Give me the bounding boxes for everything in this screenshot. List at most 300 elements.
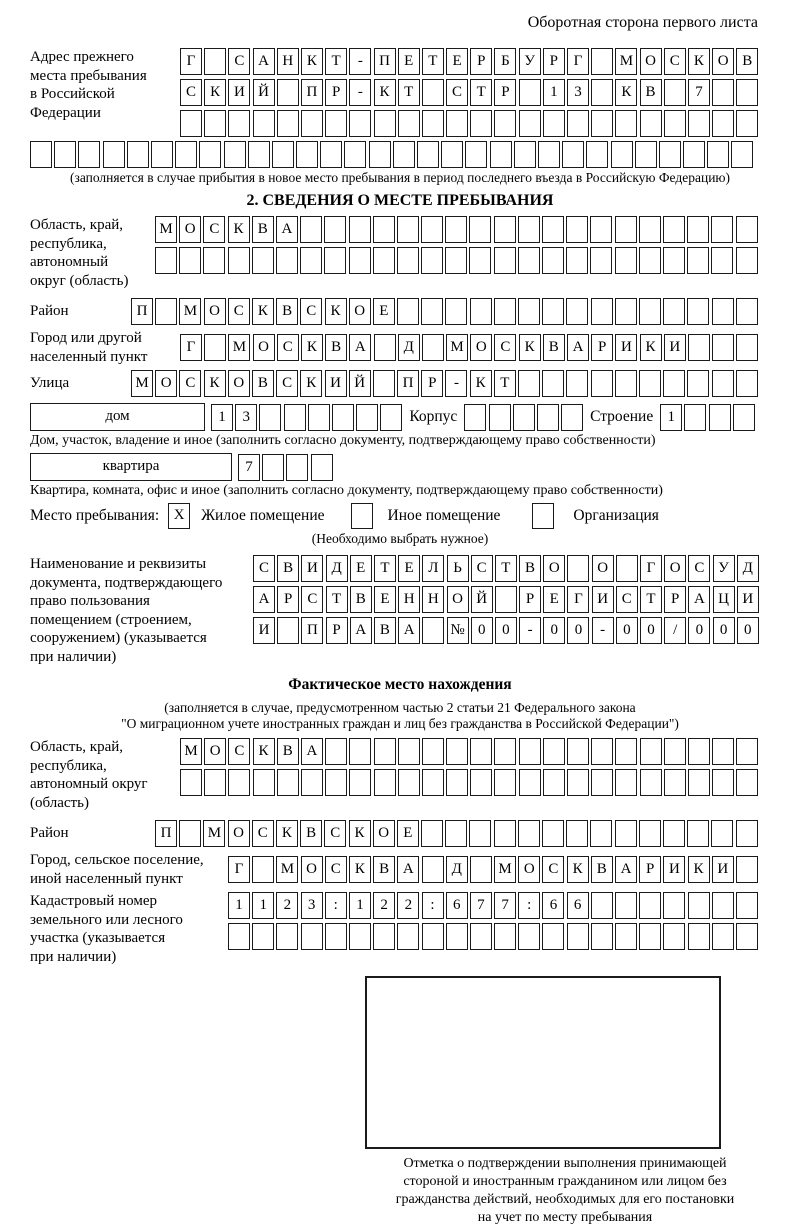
char-box[interactable]: В — [591, 856, 613, 883]
char-box[interactable] — [639, 216, 661, 243]
char-box[interactable]: К — [349, 820, 371, 847]
char-box[interactable]: - — [445, 370, 467, 397]
char-box[interactable] — [591, 769, 613, 796]
char-box[interactable] — [663, 216, 685, 243]
char-box[interactable] — [441, 141, 463, 168]
char-box[interactable] — [469, 247, 491, 274]
char-box[interactable]: Д — [398, 334, 420, 361]
char-box[interactable] — [349, 738, 371, 765]
char-box[interactable]: С — [664, 48, 686, 75]
char-box[interactable] — [711, 216, 733, 243]
char-box[interactable] — [615, 110, 637, 137]
char-box[interactable]: Г — [228, 856, 250, 883]
char-box[interactable]: М — [180, 738, 202, 765]
char-box[interactable]: Т — [422, 48, 444, 75]
char-box[interactable]: Н — [277, 48, 299, 75]
char-box[interactable] — [311, 454, 333, 481]
char-box[interactable] — [489, 404, 511, 431]
char-box[interactable]: Ц — [713, 586, 735, 613]
char-box[interactable]: Е — [446, 48, 468, 75]
char-box[interactable]: 7 — [688, 79, 710, 106]
char-box[interactable]: В — [252, 216, 274, 243]
char-box[interactable]: О — [470, 334, 492, 361]
char-box[interactable]: Р — [543, 48, 565, 75]
char-box[interactable]: 1 — [211, 404, 233, 431]
char-box[interactable] — [369, 141, 391, 168]
char-box[interactable]: № — [447, 617, 469, 644]
char-box[interactable]: Г — [567, 586, 589, 613]
char-box[interactable] — [712, 892, 734, 919]
char-box[interactable]: В — [543, 334, 565, 361]
char-box[interactable] — [543, 110, 565, 137]
char-box[interactable] — [446, 769, 468, 796]
char-box[interactable] — [562, 141, 584, 168]
char-box[interactable] — [490, 141, 512, 168]
char-box[interactable] — [175, 141, 197, 168]
char-box[interactable] — [300, 247, 322, 274]
char-box[interactable] — [688, 769, 710, 796]
char-box[interactable] — [301, 110, 323, 137]
char-box[interactable] — [470, 298, 492, 325]
char-box[interactable]: Т — [398, 79, 420, 106]
char-box[interactable]: С — [179, 370, 201, 397]
char-box[interactable]: М — [446, 334, 468, 361]
char-box[interactable] — [397, 298, 419, 325]
char-box[interactable]: 0 — [567, 617, 589, 644]
char-box[interactable]: : — [518, 892, 540, 919]
char-box[interactable]: 7 — [470, 892, 492, 919]
char-box[interactable] — [422, 79, 444, 106]
char-box[interactable] — [78, 141, 100, 168]
char-box[interactable]: 0 — [543, 617, 565, 644]
char-box[interactable]: А — [397, 856, 419, 883]
char-box[interactable] — [446, 110, 468, 137]
char-box[interactable]: К — [519, 334, 541, 361]
char-box[interactable] — [204, 110, 226, 137]
char-box[interactable] — [688, 110, 710, 137]
char-box[interactable] — [518, 298, 540, 325]
char-box[interactable]: Р — [326, 617, 348, 644]
char-box[interactable]: 2 — [397, 892, 419, 919]
char-box[interactable]: Ь — [447, 555, 469, 582]
char-box[interactable]: А — [349, 334, 371, 361]
char-box[interactable] — [277, 110, 299, 137]
char-box[interactable]: К — [688, 48, 710, 75]
char-box[interactable]: И — [325, 370, 347, 397]
char-box[interactable] — [494, 820, 516, 847]
char-box[interactable]: - — [349, 79, 371, 106]
char-box[interactable]: Й — [253, 79, 275, 106]
char-box[interactable] — [514, 141, 536, 168]
char-box[interactable] — [731, 141, 753, 168]
char-box[interactable] — [277, 769, 299, 796]
char-box[interactable] — [494, 216, 516, 243]
char-box[interactable] — [687, 370, 709, 397]
char-box[interactable]: В — [252, 370, 274, 397]
char-box[interactable] — [615, 769, 637, 796]
char-box[interactable]: Р — [325, 79, 347, 106]
char-box[interactable]: 1 — [660, 404, 682, 431]
char-box[interactable]: О — [518, 856, 540, 883]
char-box[interactable] — [373, 216, 395, 243]
char-box[interactable] — [542, 923, 564, 950]
char-box[interactable]: В — [373, 856, 395, 883]
char-box[interactable] — [663, 820, 685, 847]
char-box[interactable]: С — [446, 79, 468, 106]
char-box[interactable] — [615, 738, 637, 765]
char-box[interactable] — [445, 298, 467, 325]
char-box[interactable]: 0 — [616, 617, 638, 644]
char-box[interactable] — [301, 923, 323, 950]
char-box[interactable]: С — [494, 334, 516, 361]
char-box[interactable] — [688, 892, 710, 919]
char-box[interactable]: А — [567, 334, 589, 361]
char-box[interactable] — [736, 892, 758, 919]
char-box[interactable]: С — [325, 856, 347, 883]
char-box[interactable] — [518, 923, 540, 950]
char-box[interactable]: И — [253, 617, 275, 644]
char-box[interactable]: К — [228, 216, 250, 243]
char-box[interactable] — [712, 110, 734, 137]
char-box[interactable]: Н — [422, 586, 444, 613]
char-box[interactable]: И — [737, 586, 759, 613]
char-box[interactable] — [513, 404, 535, 431]
char-box[interactable] — [591, 370, 613, 397]
char-box[interactable]: К — [325, 298, 347, 325]
char-box[interactable]: С — [253, 555, 275, 582]
char-box[interactable] — [664, 769, 686, 796]
char-box[interactable] — [180, 110, 202, 137]
char-box[interactable] — [663, 923, 685, 950]
char-box[interactable]: 2 — [373, 892, 395, 919]
char-box[interactable]: Р — [421, 370, 443, 397]
char-box[interactable] — [712, 769, 734, 796]
char-box[interactable]: А — [615, 856, 637, 883]
char-box[interactable] — [519, 738, 541, 765]
char-box[interactable]: 6 — [446, 892, 468, 919]
char-box[interactable] — [688, 334, 710, 361]
char-box[interactable] — [470, 738, 492, 765]
char-box[interactable] — [296, 141, 318, 168]
char-box[interactable]: А — [253, 586, 275, 613]
char-box[interactable]: В — [325, 334, 347, 361]
char-box[interactable] — [640, 738, 662, 765]
char-box[interactable] — [494, 110, 516, 137]
char-box[interactable] — [687, 820, 709, 847]
char-box[interactable] — [445, 820, 467, 847]
char-box[interactable] — [519, 110, 541, 137]
char-box[interactable] — [469, 820, 491, 847]
char-box[interactable]: В — [277, 738, 299, 765]
char-box[interactable] — [639, 247, 661, 274]
char-box[interactable] — [615, 892, 637, 919]
char-box[interactable] — [538, 141, 560, 168]
char-box[interactable]: В — [277, 555, 299, 582]
char-box[interactable] — [712, 738, 734, 765]
char-box[interactable]: Д — [737, 555, 759, 582]
char-box[interactable] — [446, 738, 468, 765]
char-box[interactable]: С — [688, 555, 710, 582]
char-box[interactable] — [566, 247, 588, 274]
char-box[interactable] — [736, 247, 758, 274]
char-box[interactable] — [494, 769, 516, 796]
char-box[interactable] — [566, 216, 588, 243]
char-box[interactable] — [470, 769, 492, 796]
char-box[interactable] — [567, 110, 589, 137]
char-box[interactable]: Е — [543, 586, 565, 613]
char-box[interactable] — [567, 555, 589, 582]
char-box[interactable] — [542, 216, 564, 243]
char-box[interactable]: О — [301, 856, 323, 883]
char-box[interactable] — [591, 298, 613, 325]
char-box[interactable] — [344, 141, 366, 168]
char-box[interactable]: Р — [664, 586, 686, 613]
char-box[interactable] — [325, 738, 347, 765]
char-box[interactable] — [712, 923, 734, 950]
char-box[interactable]: 6 — [567, 892, 589, 919]
char-box[interactable] — [300, 216, 322, 243]
char-box[interactable] — [518, 247, 540, 274]
char-box[interactable] — [276, 923, 298, 950]
char-box[interactable] — [349, 923, 371, 950]
char-box[interactable] — [228, 247, 250, 274]
char-box[interactable] — [616, 555, 638, 582]
char-box[interactable]: М — [155, 216, 177, 243]
char-box[interactable]: К — [276, 820, 298, 847]
char-box[interactable] — [639, 820, 661, 847]
char-box[interactable] — [590, 247, 612, 274]
char-box[interactable]: К — [349, 856, 371, 883]
char-box[interactable]: 3 — [567, 79, 589, 106]
char-box[interactable] — [733, 404, 755, 431]
char-box[interactable] — [736, 769, 758, 796]
char-box[interactable]: 7 — [494, 892, 516, 919]
char-box[interactable]: Е — [398, 48, 420, 75]
char-box[interactable] — [736, 738, 758, 765]
char-box[interactable] — [615, 298, 637, 325]
char-box[interactable]: Т — [494, 370, 516, 397]
char-box[interactable] — [712, 370, 734, 397]
char-box[interactable] — [615, 247, 637, 274]
char-box[interactable] — [155, 298, 177, 325]
char-box[interactable] — [373, 923, 395, 950]
char-box[interactable] — [374, 334, 396, 361]
char-box[interactable]: С — [252, 820, 274, 847]
char-box[interactable] — [277, 79, 299, 106]
char-box[interactable]: 1 — [349, 892, 371, 919]
char-box[interactable] — [465, 141, 487, 168]
char-box[interactable]: П — [374, 48, 396, 75]
char-box[interactable] — [542, 247, 564, 274]
char-box[interactable] — [591, 110, 613, 137]
char-box[interactable] — [566, 370, 588, 397]
char-box[interactable] — [537, 404, 559, 431]
char-box[interactable]: П — [301, 79, 323, 106]
char-box[interactable] — [320, 141, 342, 168]
char-box[interactable] — [542, 370, 564, 397]
char-box[interactable] — [712, 79, 734, 106]
char-box[interactable]: О — [228, 370, 250, 397]
char-box[interactable] — [683, 141, 705, 168]
char-box[interactable] — [349, 247, 371, 274]
char-box[interactable] — [736, 334, 758, 361]
char-box[interactable] — [494, 923, 516, 950]
char-box[interactable] — [567, 923, 589, 950]
char-box[interactable]: О — [179, 216, 201, 243]
char-box[interactable] — [228, 923, 250, 950]
char-box[interactable]: К — [253, 738, 275, 765]
char-box[interactable]: - — [349, 48, 371, 75]
char-box[interactable]: Д — [446, 856, 468, 883]
char-box[interactable] — [711, 820, 733, 847]
char-box[interactable] — [248, 141, 270, 168]
char-box[interactable]: 3 — [301, 892, 323, 919]
char-box[interactable] — [736, 856, 758, 883]
char-box[interactable]: А — [276, 216, 298, 243]
char-box[interactable] — [736, 923, 758, 950]
char-box[interactable]: А — [350, 617, 372, 644]
char-box[interactable] — [687, 298, 709, 325]
char-box[interactable]: О — [373, 820, 395, 847]
char-box[interactable]: И — [664, 334, 686, 361]
char-box[interactable] — [228, 110, 250, 137]
char-box[interactable]: С — [277, 334, 299, 361]
char-box[interactable] — [373, 247, 395, 274]
char-box[interactable] — [687, 247, 709, 274]
char-box[interactable] — [446, 923, 468, 950]
char-box[interactable] — [519, 769, 541, 796]
char-box[interactable] — [252, 247, 274, 274]
char-box[interactable]: И — [592, 586, 614, 613]
char-box[interactable] — [301, 769, 323, 796]
char-box[interactable]: С — [228, 48, 250, 75]
char-box[interactable]: К — [470, 370, 492, 397]
char-box[interactable] — [615, 216, 637, 243]
char-box[interactable] — [286, 454, 308, 481]
char-box[interactable]: Т — [640, 586, 662, 613]
char-box[interactable]: Г — [640, 555, 662, 582]
char-box[interactable]: Е — [350, 555, 372, 582]
char-box[interactable]: О — [253, 334, 275, 361]
char-box[interactable] — [659, 141, 681, 168]
char-box[interactable] — [374, 110, 396, 137]
char-box[interactable]: Т — [470, 79, 492, 106]
char-box[interactable]: 1 — [252, 892, 274, 919]
stay-type-checkbox-zhiloe[interactable]: X — [168, 503, 190, 529]
char-box[interactable]: К — [374, 79, 396, 106]
char-box[interactable]: М — [494, 856, 516, 883]
char-box[interactable]: 0 — [688, 617, 710, 644]
char-box[interactable] — [398, 110, 420, 137]
char-box[interactable]: Г — [180, 48, 202, 75]
char-box[interactable]: Е — [373, 298, 395, 325]
char-box[interactable] — [224, 141, 246, 168]
stay-type-checkbox-org[interactable] — [532, 503, 554, 529]
char-box[interactable] — [349, 769, 371, 796]
char-box[interactable]: Г — [567, 48, 589, 75]
char-box[interactable]: : — [325, 892, 347, 919]
char-box[interactable]: К — [615, 79, 637, 106]
char-box[interactable]: К — [567, 856, 589, 883]
char-box[interactable] — [543, 738, 565, 765]
char-box[interactable]: А — [688, 586, 710, 613]
char-box[interactable] — [561, 404, 583, 431]
char-box[interactable] — [422, 769, 444, 796]
char-box[interactable] — [615, 370, 637, 397]
char-box[interactable] — [308, 404, 330, 431]
char-box[interactable]: М — [179, 298, 201, 325]
char-box[interactable]: С — [324, 820, 346, 847]
char-box[interactable]: Л — [422, 555, 444, 582]
char-box[interactable] — [252, 856, 274, 883]
char-box[interactable]: Р — [639, 856, 661, 883]
char-box[interactable]: О — [543, 555, 565, 582]
char-box[interactable] — [567, 769, 589, 796]
char-box[interactable]: И — [301, 555, 323, 582]
char-box[interactable]: 7 — [238, 454, 260, 481]
char-box[interactable]: / — [664, 617, 686, 644]
char-box[interactable]: Й — [349, 370, 371, 397]
char-box[interactable] — [421, 216, 443, 243]
char-box[interactable]: С — [301, 586, 323, 613]
char-box[interactable] — [519, 79, 541, 106]
char-box[interactable]: Е — [397, 820, 419, 847]
char-box[interactable]: Б — [494, 48, 516, 75]
char-box[interactable] — [518, 216, 540, 243]
char-box[interactable]: Т — [326, 586, 348, 613]
char-box[interactable] — [324, 216, 346, 243]
char-box[interactable] — [711, 247, 733, 274]
char-box[interactable]: О — [204, 298, 226, 325]
char-box[interactable] — [736, 298, 758, 325]
char-box[interactable] — [464, 404, 486, 431]
char-box[interactable]: Г — [180, 334, 202, 361]
char-box[interactable]: - — [592, 617, 614, 644]
char-box[interactable] — [611, 141, 633, 168]
char-box[interactable]: К — [204, 370, 226, 397]
char-box[interactable] — [709, 404, 731, 431]
char-box[interactable] — [324, 247, 346, 274]
char-box[interactable] — [470, 110, 492, 137]
char-box[interactable] — [591, 48, 613, 75]
char-box[interactable] — [422, 923, 444, 950]
char-box[interactable] — [422, 738, 444, 765]
char-box[interactable] — [155, 247, 177, 274]
char-box[interactable]: Й — [471, 586, 493, 613]
char-box[interactable]: П — [155, 820, 177, 847]
char-box[interactable]: М — [276, 856, 298, 883]
char-box[interactable] — [639, 892, 661, 919]
char-box[interactable]: С — [276, 370, 298, 397]
char-box[interactable]: - — [519, 617, 541, 644]
char-box[interactable] — [204, 48, 226, 75]
char-box[interactable]: 6 — [542, 892, 564, 919]
char-box[interactable] — [615, 923, 637, 950]
char-box[interactable]: У — [519, 48, 541, 75]
char-box[interactable]: Р — [591, 334, 613, 361]
char-box[interactable]: К — [300, 370, 322, 397]
char-box[interactable]: И — [228, 79, 250, 106]
char-box[interactable]: С — [180, 79, 202, 106]
char-box[interactable]: О — [349, 298, 371, 325]
char-box[interactable] — [684, 404, 706, 431]
char-box[interactable] — [712, 298, 734, 325]
char-box[interactable] — [688, 738, 710, 765]
char-box[interactable] — [325, 923, 347, 950]
char-box[interactable]: С — [228, 298, 250, 325]
char-box[interactable]: Т — [495, 555, 517, 582]
char-box[interactable] — [445, 216, 467, 243]
